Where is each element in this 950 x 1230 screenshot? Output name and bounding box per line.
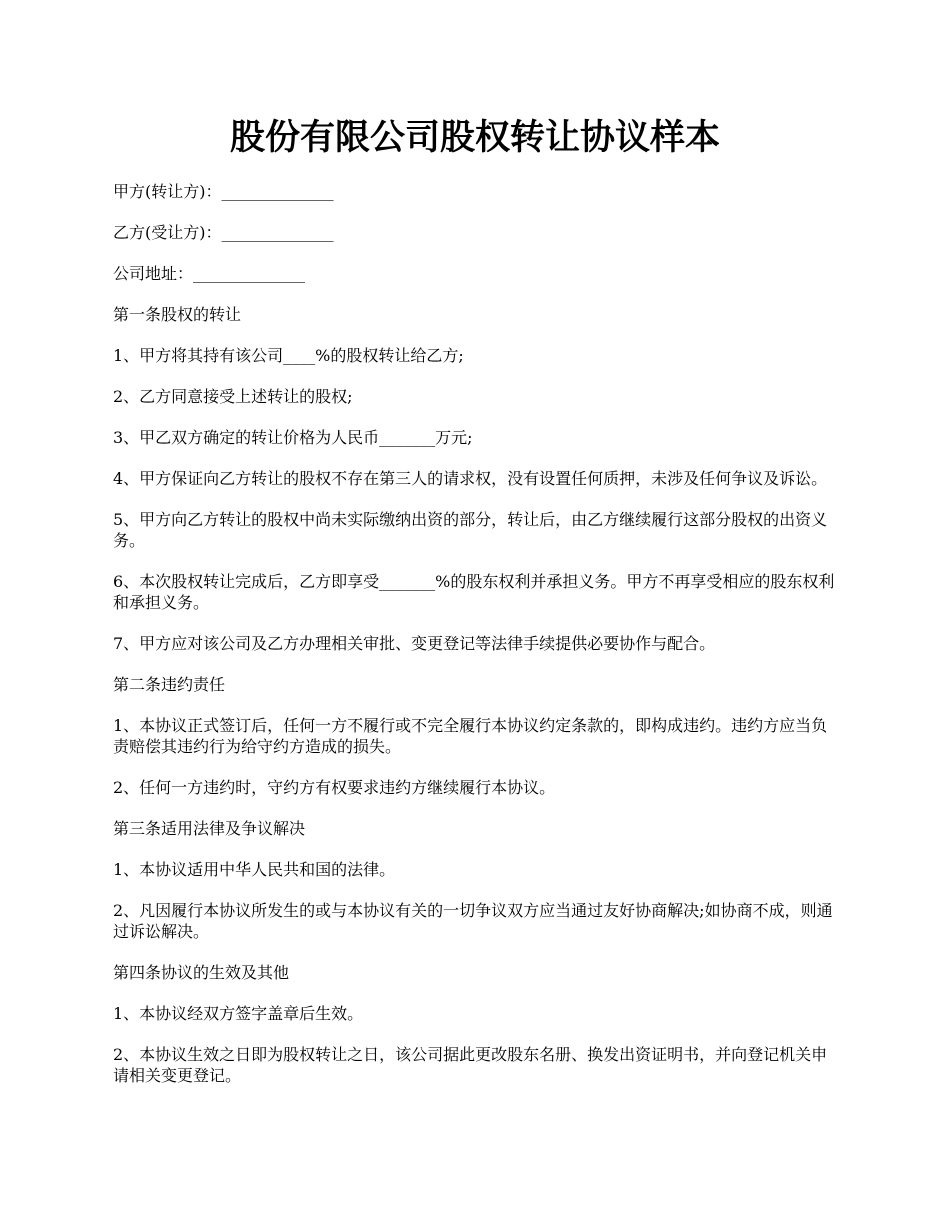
article-1-clause-7: 7、甲方应对该公司及乙方办理相关审批、变更登记等法律手续提供必要协作与配合。 xyxy=(113,634,716,653)
article-3-clause-2: 2、凡因履行本协议所发生的或与本协议有关的一切争议双方应当通过友好协商解决;如协商不成，则通过诉讼解决。 xyxy=(113,901,833,941)
article-2-clause-1: 1、本协议正式签订后，任何一方不履行或不完全履行本协议约定条款的，即构成违约。违约方应当负责赔偿其违约行为给守约方造成的损失。 xyxy=(113,716,828,756)
article-1-clause-4: 4、甲方保证向乙方转让的股权不存在第三人的请求权，没有设置任何质押，未涉及任何争议及诉讼。 xyxy=(113,469,828,488)
party-a-line: 甲方(转让方)：______________ xyxy=(113,182,334,201)
document-body xyxy=(113,181,838,1106)
article-1-heading: 第一条股权的转让 xyxy=(113,305,242,324)
document-title: 股份有限公司股权转让协议样本 xyxy=(229,117,720,158)
article-2-heading: 第二条违约责任 xyxy=(113,675,226,694)
article-4-heading: 第四条协议的生效及其他 xyxy=(113,963,290,982)
party-b-line: 乙方(受让方)：______________ xyxy=(113,223,334,242)
article-3-heading: 第三条适用法律及争议解决 xyxy=(113,819,306,838)
article-1-clause-2: 2、乙方同意接受上述转让的股权; xyxy=(113,387,353,406)
article-1-clause-3: 3、甲乙双方确定的转让价格为人民币_______万元; xyxy=(113,428,473,447)
article-4-clause-1: 1、本协议经双方签字盖章后生效。 xyxy=(113,1004,364,1023)
article-2-clause-2: 2、任何一方违约时，守约方有权要求违约方继续履行本协议。 xyxy=(113,778,556,797)
company-address-line: 公司地址：______________ xyxy=(113,264,306,283)
article-4-clause-2: 2、本协议生效之日即为股权转让之日，该公司据此更改股东名册、换发出资证明书，并向登记机关申请相关变更登记。 xyxy=(113,1045,828,1085)
article-3-clause-1: 1、本协议适用中华人民共和国的法律。 xyxy=(113,860,396,879)
article-1-clause-1: 1、甲方将其持有该公司____%的股权转让给乙方; xyxy=(113,346,464,365)
article-1-clause-5: 5、甲方向乙方转让的股权中尚未实际缴纳出资的部分，转让后，由乙方继续履行这部分股权的出资义务。 xyxy=(113,510,828,550)
article-1-clause-6: 6、本次股权转让完成后，乙方即享受_______%的股东权利并承担义务。甲方不再享受相应的股东权利和承担义务。 xyxy=(113,572,835,612)
